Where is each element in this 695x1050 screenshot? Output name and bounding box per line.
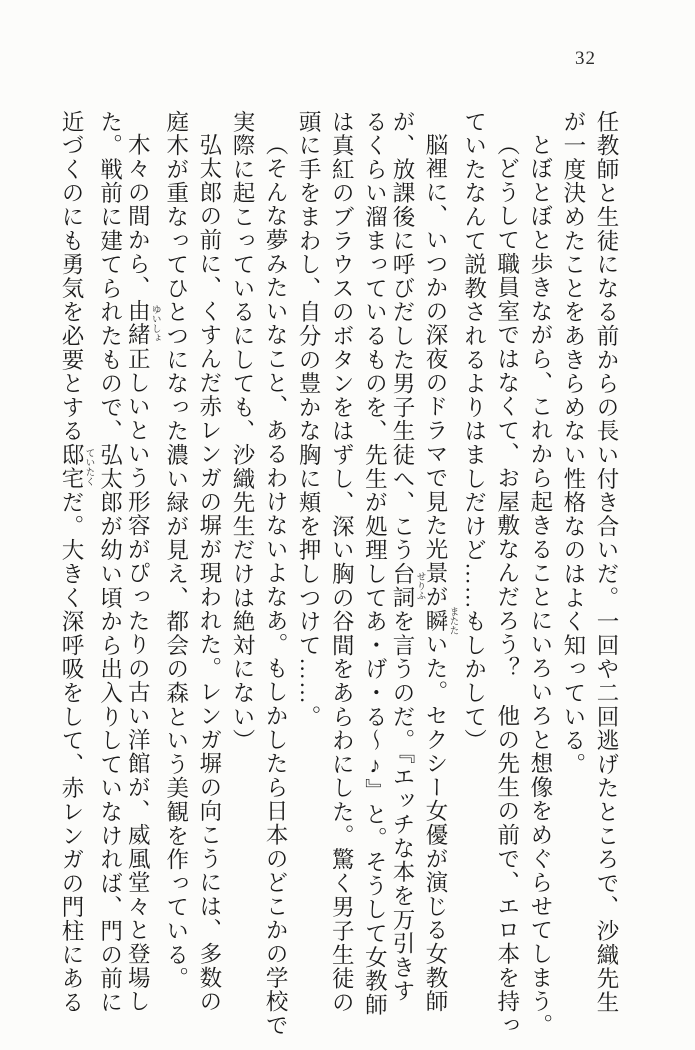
text-column: （どうして職員室ではなくて、お屋敷なんだろう？ 他の先生の前で、エロ本を持っ bbox=[494, 132, 520, 1037]
text-column: は真紅のブラウスのボタンをはずし、深い胸の谷間をあらわにした。驚く男子生徒の bbox=[329, 110, 355, 1015]
furigana-annotated-word: 台詞 せりふ bbox=[389, 562, 425, 610]
text-column: とぼとぼと歩きながら、これから起きることにいろいろと想像をめぐらせてしまう。 bbox=[527, 132, 553, 1037]
text-columns bbox=[59, 110, 623, 1050]
text-column: 庭木が重なってひとつになった濃い緑が見え、都会の森という美観を作っている。 bbox=[163, 110, 189, 991]
text-column: 脳裡に、いつかの深夜のドラマで見た光景が瞬 またたいた。セクシー女優が演じる女教師 bbox=[423, 132, 458, 1014]
text-column: るくらい溜まっているものを、先生が処理してあ・げ・る～♪』と。そうして女教師 bbox=[362, 110, 388, 1017]
text-column: が、放課後に呼びだした男子生徒へ、こう台詞 せりふを言うのだ。『エッチな本を万引きす bbox=[389, 110, 425, 1004]
text-column: 木々の間から、由緒 ゆいしょ正しいという形容がぴったりの古い洋館が、威風堂々と登場し bbox=[125, 132, 160, 1014]
text-column: ていたなんて説教されるよりはましだけど……もしかして） bbox=[461, 110, 487, 753]
text-column: 近づくのにも勇気を必要とする邸宅 ていたくだ。大きく深呼吸をして、赤レンガの門柱にある bbox=[59, 110, 94, 1015]
text-column: が一度決めたことをあきらめない性格なのはよく知っている。 bbox=[560, 110, 586, 777]
text-column: （そんな夢みたいなこと、あるわけないよなあ。もしかしたら日本のどこかの学校で bbox=[263, 132, 289, 1037]
furigana-annotated-word: 邸宅 ていたく bbox=[59, 443, 94, 491]
text-column: 弘太郎の前に、くすんだ赤レンガの塀が現われた。レンガ塀の向こうには、多数の bbox=[196, 132, 222, 1014]
furigana-annotated-word: 瞬 またた bbox=[423, 606, 458, 635]
text-column: 実際に起こっているにしても、沙織先生だけは絶対にない） bbox=[229, 110, 255, 753]
furigana-annotated-word: 由緒 ゆいしょ bbox=[125, 299, 160, 347]
text-column: 頭に手をまわし、自分の豊かな胸に頬を押しつけて……。 bbox=[296, 110, 322, 729]
text-column: た。戦前に建てられたもので、弘太郎が幼い頃から出入りしていなければ、門の前に bbox=[97, 110, 123, 1015]
page-number: 32 bbox=[575, 48, 596, 69]
text-column: 任教師と生徒になる前からの長い付き合いだ。一回や二回逃げたところで、沙織先生 bbox=[594, 110, 619, 1015]
